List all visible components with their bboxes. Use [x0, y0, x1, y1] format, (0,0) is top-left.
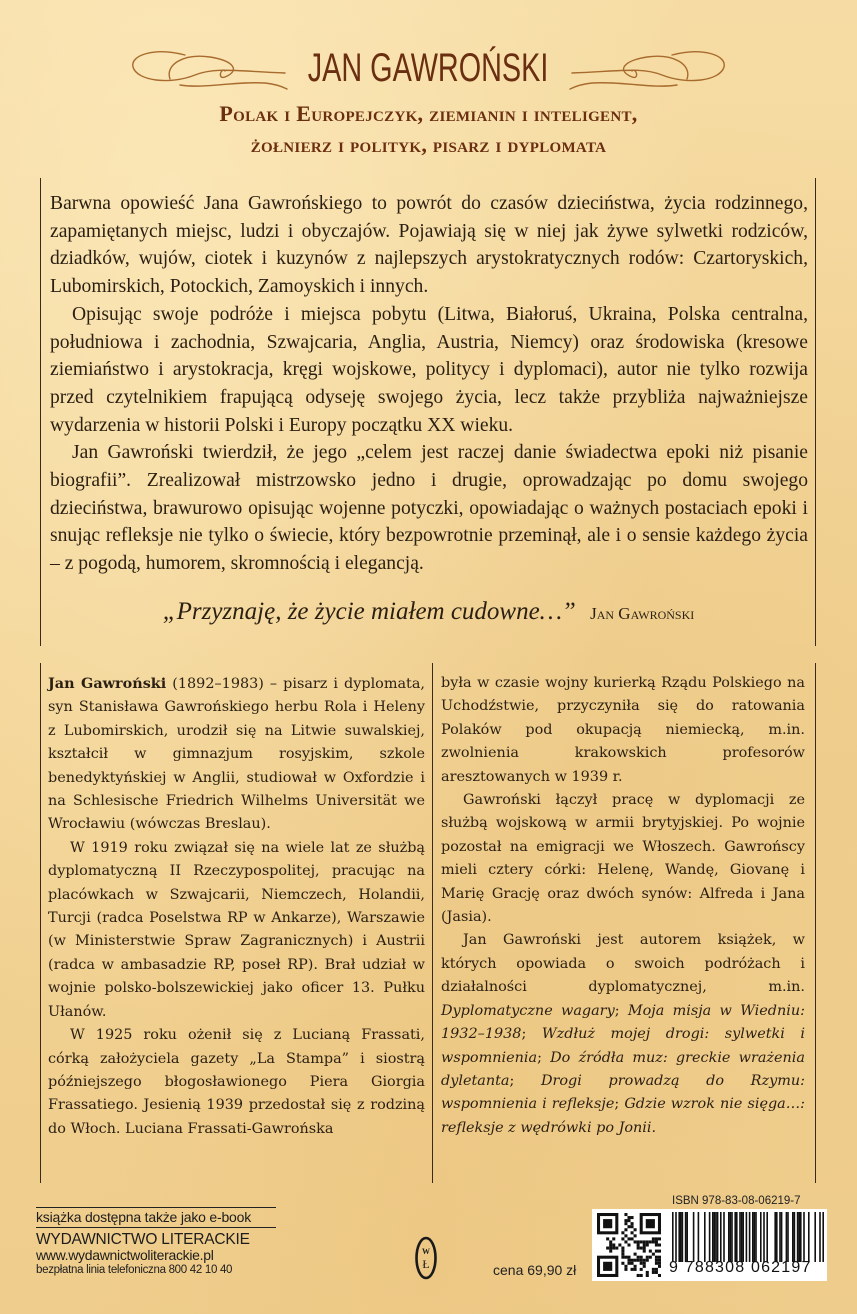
barcode-bar	[675, 1212, 677, 1262]
bio-paragraph: była w czasie wojny kurierką Rządu Polskiego na Uchodźstwie, przyczyniła się do ratowania Polaków pod okupacją niemiecką, m.in. zwolnienia krakowskich profesorów aresztowanych w 1939 r.	[441, 675, 805, 785]
qr-code-icon	[597, 1213, 661, 1277]
barcode-bar	[774, 1212, 776, 1262]
bio-author-name: Jan Gawroński	[48, 675, 167, 692]
author-name-title: JAN GAWROŃSKI	[308, 45, 549, 90]
biography-right-column	[441, 672, 805, 1140]
barcode-bar	[798, 1212, 800, 1262]
barcode-bar	[717, 1212, 719, 1262]
svg-text:W: W	[422, 1247, 430, 1256]
barcode-bar	[709, 1212, 711, 1262]
cover-header	[0, 38, 857, 160]
book-title: Do źródła muz: greckie wrażenia dyletanta	[441, 1049, 805, 1089]
barcode-bar	[728, 1212, 730, 1262]
description-paragraph: Jan Gawroński twierdził, że jego „celem jest raczej danie świadectwa epoki niż pisanie biografii”. Zrealizował mistrzowsko jedno i drugie, oprowadzając po domu swojego dzieciństwa, brawurowo opisując wojenne potyczki, opowiadając o ważnych postaciach epoki i snując refleksje nie tylko o świecie, który bezpowrotnie przeminął, ale i o sensie każdego życia – z pogodą, humorem, skromnością i elegancją.	[50, 442, 808, 575]
book-title: Wzdłuż mojej drogi: sylwetki i wspomnienia	[441, 1026, 805, 1066]
quote-attribution: Jan Gawroński	[590, 604, 695, 623]
column-divider	[432, 663, 433, 1183]
separator: ;	[537, 1049, 551, 1066]
barcode-bar	[763, 1212, 765, 1262]
barcode-bar	[714, 1212, 716, 1262]
bio-paragraph-text: (1892–1983) – pisarz i dyplomata, syn Stanisława Gawrońskiego herbu Rola i Heleny z Lubomirskich, urodził się na Litwie suwalskiej, kształcił w gimnazjum rosyjskim, szkole benedyktyńskiej w Anglii, studiował w Oxfordzie i na Schlesische Friedrich Wilhelms Universität we Wrocławiu (wówczas Breslau).	[48, 676, 425, 833]
barcode-bar	[731, 1212, 733, 1262]
author-quote	[0, 598, 857, 626]
publisher-info	[36, 1207, 276, 1277]
barcode-bar	[730, 1212, 732, 1262]
book-title: Dyplomatyczne wagary	[441, 1002, 615, 1019]
barcode-bar	[749, 1212, 751, 1262]
separator: ;	[614, 1002, 628, 1019]
book-title: Moja misja w Wiedniu: 1932–1938	[441, 1002, 805, 1043]
bio-paragraph: W 1925 roku ożenił się z Lucianą Frassati, córką założyciela gazety „La Stampa” i siostrą późniejszego błogosławionego Piera Giorgia Frassatiego. Jesienią 1939 przedostał się z rodziną do Włoch. Luciana Frassati-Gawrońska	[48, 1027, 425, 1137]
bio-paragraph: W 1919 roku związał się na wiele lat ze służbą dyplomatyczną II Rzeczypospolitej, pracując na placówkach w Szwajcarii, Niemczech, Holandii, Turcji (radca Poselstwa RP w Ankarze), Warszawie (w Ministerstwie Spraw Zagranicznych) i Austrii (radca w ambasadzie RP, poseł RP). Brał udział w wojnie polsko-bolszewickiej jako oficer 13. Pułku Ułanów.	[48, 839, 425, 1020]
barcode-bar	[776, 1212, 778, 1262]
subtitle-line-2: żołnierz i polityk, pisarz i dyplomata	[250, 132, 607, 157]
right-flourish-ornament	[562, 45, 732, 91]
barcode-bar	[781, 1212, 783, 1262]
barcode-bar	[672, 1212, 674, 1262]
biography-left-column	[48, 672, 425, 1141]
barcode-bar	[814, 1212, 816, 1262]
barcode-bar	[734, 1212, 736, 1262]
svg-text:Ł: Ł	[422, 1257, 430, 1271]
barcode-bar	[686, 1212, 688, 1262]
left-flourish-ornament	[125, 45, 295, 91]
barcode-bar	[797, 1212, 799, 1262]
publisher-phone: bezpłatna linia telefoniczna 800 42 10 40	[36, 1264, 233, 1276]
ebook-note: książka dostępna także jako e-book	[36, 1207, 276, 1228]
barcode-bar	[822, 1212, 824, 1262]
barcode-bar	[766, 1212, 768, 1262]
barcode-bar	[742, 1212, 744, 1262]
barcode-bar	[779, 1212, 781, 1262]
bio-paragraph	[48, 672, 425, 837]
barcode-bar	[803, 1212, 805, 1262]
ean-number: 9 788308 062197	[669, 1259, 812, 1276]
barcode-bar	[755, 1212, 757, 1262]
barcode-bar	[685, 1212, 687, 1262]
barcode-bar	[698, 1212, 700, 1262]
author-row	[0, 38, 857, 98]
barcode-bar	[752, 1212, 754, 1262]
description-paragraph: Opisując swoje podróże i miejsca pobytu (Litwa, Białoruś, Ukraina, Polska centralna, południowa i zachodnia, Szwajcaria, Anglia, Austria, Niemcy) oraz środowiska (kresowe ziemiaństwo i arystokracja, kręgi wojskowe, politycy i dyplomaci), autor nie tylko rozwija przed czytelnikiem frapującą odyseję swojego życia, lecz także przybliża najważniejsze wydarzenia w historii Polski i Europy początku XX wieku.	[50, 303, 808, 436]
barcode-bar	[800, 1212, 802, 1262]
barcode-bar	[787, 1212, 789, 1262]
barcode-bar	[760, 1212, 762, 1262]
barcode-bar	[808, 1212, 810, 1262]
bio-paragraph-text: Jan Gawroński jest autorem książek, w których opowiada o swoich podróżach i działalności dyplomatycznej, m.in.	[441, 932, 805, 996]
barcode-bar	[741, 1212, 743, 1262]
barcode-bar	[678, 1212, 680, 1262]
bio-paragraph: Gawroński łączył pracę w dyplomacji ze służbą wojskową w armii brytyjskiej. Po wojnie pozostał na emigracji we Włoszech. Gawrońscy mieli cztery córki: Helenę, Wandę, Giovanę i Marię Grację oraz dwóch synów: Alfreda i Jana (Jasia).	[441, 792, 805, 926]
barcode-bar	[715, 1212, 717, 1262]
book-title: Drogi prowadzą do Rzymu: wspomnienia i refleksje	[441, 1072, 805, 1113]
price-label: cena 69,90 zł	[493, 1262, 577, 1278]
end-mark: .	[651, 1119, 657, 1136]
description-text	[50, 190, 808, 578]
separator: ;	[521, 1026, 542, 1043]
separator: ;	[509, 1072, 541, 1089]
barcode-icon	[672, 1212, 824, 1262]
barcode-bar	[754, 1212, 756, 1262]
barcode-bar	[723, 1212, 725, 1262]
publisher-name: WYDAWNICTWO LITERACKIE	[36, 1231, 250, 1248]
book-title: Gdzie wzrok nie sięga…: refleksje z wędrówki po Jonii	[441, 1096, 805, 1136]
barcode-bar	[819, 1212, 821, 1262]
barcode-bar	[704, 1212, 706, 1262]
barcode-bar	[794, 1212, 796, 1262]
barcode-bar	[792, 1212, 794, 1262]
description-paragraph: Barwna opowieść Jana Gawrońskiego to powrót do czasów dzieciństwa, życia rodzinnego, zapamiętanych miejsc, ludzi i obyczajów. Pojawiają się w niej jak żywe sylwetki rodziców, dziadków, wujów, ciotek i kuzynów z najlepszych arystokratycznych rodów: Czartoryskich, Lubomirskich, Potockich, Zamoyskich i innych.	[50, 193, 808, 298]
publisher-website[interactable]: www.wydawnictwoliterackie.pl	[36, 1247, 214, 1263]
publisher-logo-icon	[415, 1236, 437, 1280]
bio-paragraph-books	[441, 929, 805, 1140]
barcode-bar	[786, 1212, 788, 1262]
barcode-bar	[720, 1212, 722, 1262]
barcode-bar	[682, 1212, 684, 1262]
isbn-label: ISBN 978-83-08-06219-7	[672, 1195, 801, 1207]
barcode-bar	[693, 1212, 695, 1262]
barcode-bar	[746, 1212, 748, 1262]
barcode-bar	[712, 1212, 714, 1262]
subtitle-line-1: Polak i Europejczyk, ziemianin i inteligent,	[219, 101, 638, 126]
barcode-bar	[680, 1212, 682, 1262]
separator: ;	[614, 1096, 625, 1113]
barcode-bar	[739, 1212, 741, 1262]
barcode-bar	[736, 1212, 738, 1262]
quote-text: „Przyznaję, że życie miałem cudowne…”	[162, 598, 576, 625]
